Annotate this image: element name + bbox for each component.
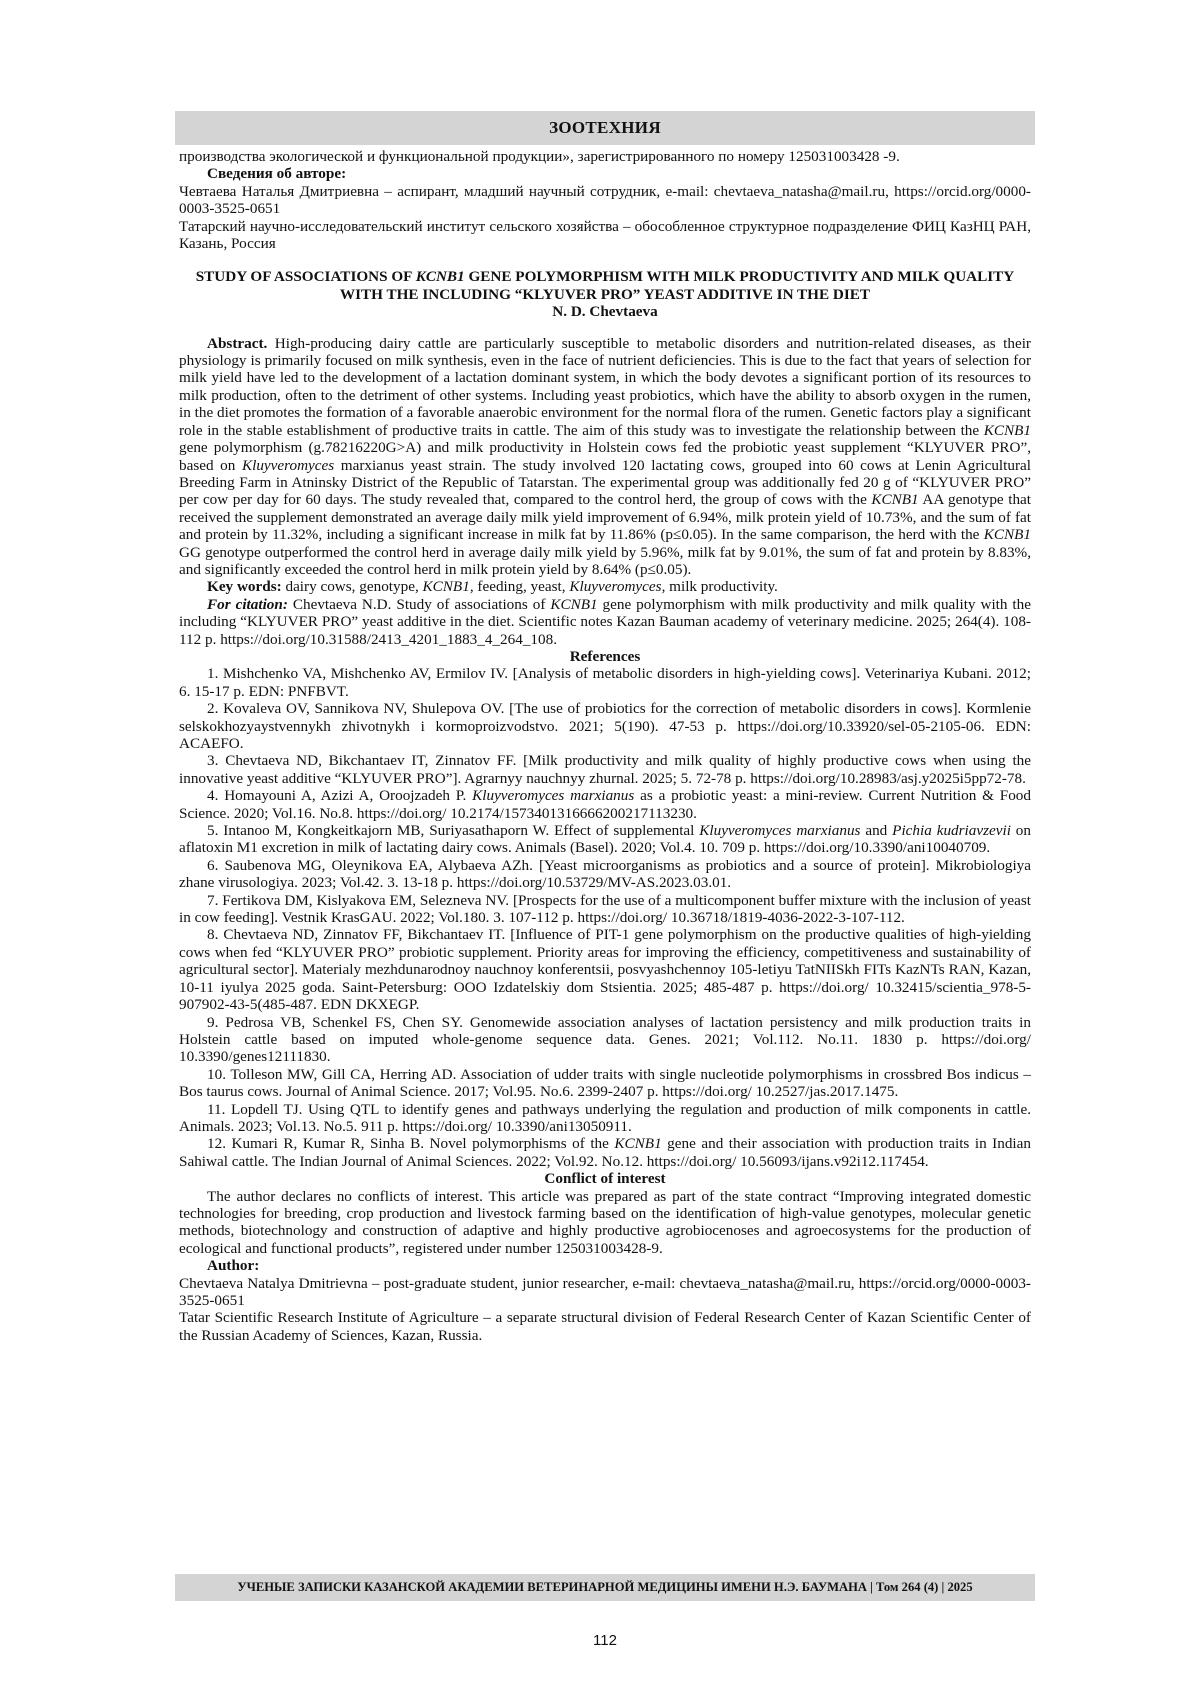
reference-8: 8. Chevtaeva ND, Zinnatov FF, Bikchantaev IT. [Influence of PIT-1 gene polymorphism on the productive qualities of high-yielding cows when fed “KLYUVER PRO” probiotic supplement. Priority areas for improving the efficiency, competitiveness and sustainability of agricultural sector]. Materialy mezhdunarodnoy nauchnoy konferentsii, posvyashchennoy 105-letiyu TatNIISkh FITs KazNTs RAN, Kazan, 10-11 iyulya 2025 goda. Saint-Petersburg: OOO Izdatelskiy dom Stsientia. 2025; 485-487 p. https://doi.org/ 10.32415/scientia_978-5-907902-43-5(485-487. EDN DKXEGP. [179, 926, 1031, 1014]
reference-5: 5. Intanoo M, Kongkeitkajorn MB, Suriyasathaporn W. Effect of supplemental Kluyveromyces marxianus and Pichia kudriavzevii on aflatoxin M1 excretion in milk of lactating dairy cows. Animals (Basel). 2020; Vol.4. 10. 709 p. https://doi.org/10.3390/ani10040709. [179, 822, 1031, 857]
author-info: Chevtaeva Natalya Dmitrievna – post-graduate student, junior researcher, e-mail: chevtaeva_natasha@mail.ru, https://orcid.org/0000-0003-3525-0651 [179, 1274, 1031, 1309]
journal-footer [175, 1574, 1035, 1601]
conflict-text: The author declares no conflicts of interest. This article was prepared as part of the state contract “Improving integrated domestic technologies for breeding, crop production and livestock farming based on the identification of high-value genotypes, molecular genetic methods, biotechnology and construction of adaptive and highly productive agrobiocenoses and agroecosystems for the production of ecological and functional products”, registered under number 125031003428-9. [179, 1187, 1031, 1257]
reference-3: 3. Chevtaeva ND, Bikchantaev IT, Zinnatov FF. [Milk productivity and milk quality of highly productive cows when using the innovative yeast additive “KLYUVER PRO”]. Agrarnyy nauchnyy zhurnal. 2025; 5. 72-78 p. https://doi.org/10.28983/asj.y2025i5pp72-78. [179, 752, 1031, 787]
ru-continuation: производства экологической и функциональной продукции», зарегистрированного по номеру 125031003428 -9. [179, 148, 900, 165]
ru-affiliation: Татарский научно-исследовательский институт сельского хозяйства – обособленное структурное подразделение ФИЦ КазНЦ РАН, Казань, Россия [179, 217, 1031, 253]
section-title: ЗООТЕХНИЯ [549, 118, 661, 137]
reference-7: 7. Fertikova DM, Kislyakova EM, Selezneva NV. [Prospects for the use of a multicomponent buffer mixture with the inclusion of yeast in cow feeding]. Vestnik KrasGAU. 2022; Vol.180. 3. 107-112 p. https://doi.org/ 10.36718/1819-4036-2022-3-107-112. [179, 891, 1031, 927]
journal-title: УЧЕНЫЕ ЗАПИСКИ КАЗАНСКОЙ АКАДЕМИИ ВЕТЕРИНАРНОЙ МЕДИЦИНЫ ИМЕНИ Н.Э. БАУМАНА | Том 264 (4) | 2025 [237, 1580, 973, 1594]
reference-2: 2. Kovaleva OV, Sannikova NV, Shulepova OV. [The use of probiotics for the correction of metabolic disorders in cows]. Kormlenie selskokhozyaystvennykh zhivotnykh i kormoproizvodstvo. 2021; 5(190). 47-53 p. https://doi.org/10.33920/sel-05-2105-06. EDN: ACAEFO. [179, 700, 1031, 752]
reference-9: 9. Pedrosa VB, Schenkel FS, Chen SY. Genomewide association analyses of lactation persistency and milk production traits in Holstein cattle based on imputed whole-genome sequence data. Genes. 2021; Vol.112. No.11. 1830 p. https://doi.org/ 10.3390/genes12111830. [179, 1013, 1031, 1066]
conflict-heading: Conflict of interest [544, 1170, 666, 1188]
citation: For citation: Chevtaeva N.D. Study of associations of KCNB1 gene polymorphism with milk productivity and milk quality with the including “KLYUVER PRO” yeast additive in the diet. Scientific notes Kazan Bauman academy of veterinary medicine. 2025; 264(4). 108-112 p. https://doi.org/10.31588/2413_4201_1883_4_264_108. [179, 595, 1031, 648]
references-heading: References [569, 647, 641, 665]
reference-6: 6. Saubenova MG, Oleynikova EA, Alybaeva AZh. [Yeast microorganisms as probiotics and a source of protein]. Mikrobiologiya zhane virusologiya. 2023; Vol.42. 3. 13-18 p. https://doi.org/10.53729/MV-AS.2023.03.01. [179, 856, 1031, 892]
ru-author-heading: Сведения об авторе: [207, 165, 347, 183]
keywords: Key words: dairy cows, genotype, KCNB1, feeding, yeast, Kluyveromyces, milk productivity. [207, 578, 778, 596]
article-title: STUDY OF ASSOCIATIONS OF KCNB1 GENE POLYMORPHISM WITH MILK PRODUCTIVITY AND MILK QUALITY WITH THE INCLUDING “KLYUVER PRO” YEAST ADDITIVE IN THE DIET [195, 268, 1015, 303]
reference-10: 10. Tolleson MW, Gill CA, Herring AD. Association of udder traits with single nucleotide polymorphisms in crossbred Bos indicus – Bos taurus cows. Journal of Animal Science. 2017; Vol.95. No.6. 2399-2407 p. https://doi.org/ 10.2527/jas.2017.1475. [179, 1065, 1031, 1101]
author-affiliation: Tatar Scientific Research Institute of Agriculture – a separate structural division of Federal Research Center of Kazan Scientific Center of the Russian Academy of Sciences, Kazan, Russia. [179, 1309, 1031, 1344]
article-author: N. D. Chevtaeva [552, 303, 658, 321]
reference-11: 11. Lopdell TJ. Using QTL to identify genes and pathways underlying the regulation and production of milk components in cattle. Animals. 2023; Vol.13. No.5. 911 p. https://doi.org/ 10.3390/ani13050911. [179, 1100, 1031, 1135]
section-header [175, 111, 1035, 145]
reference-12: 12. Kumari R, Kumar R, Sinha B. Novel polymorphisms of the KCNB1 gene and their association with production traits in Indian Sahiwal cattle. The Indian Journal of Animal Sciences. 2022; Vol.92. No.12. https://doi.org/ 10.56093/ijans.v92i12.117454. [179, 1135, 1031, 1170]
page-number: 112 [593, 1632, 617, 1649]
abstract: Abstract. High-producing dairy cattle are particularly susceptible to metabolic disorders and nutrition-related diseases, as their physiology is primarily focused on milk synthesis, even in the face of nutrient deficiencies. This is due to the fact that years of selection for milk yield have led to the development of a lactation dominant system, in which the body devotes a significant portion of its resources to milk production, often to the detriment of other systems. Including yeast probiotics, which have the ability to absorb oxygen in the rumen, in the diet promotes the formation of a favorable anaerobic environment for the normal flora of the rumen. Genetic factors play a significant role in the stable establishment of productive traits in cattle. The aim of this study was to investigate the relationship between the KCNB1 gene polymorphism (g.78216220G>A) and milk productivity in Holstein cows fed the probiotic yeast supplement “KLYUVER PRO”, based on Kluyveromyces marxianus yeast strain. The study involved 120 lactating cows, grouped into 60 cows at Lenin Agricultural Breeding Farm in Atninsky District of the Republic of Tatarstan. The experimental group was additionally fed 20 g of “KLYUVER PRO” per cow per day for 60 days. The study revealed that, compared to the control herd, the group of cows with the KCNB1 AA genotype that received the supplement demonstrated an average daily milk yield improvement of 6.94%, milk protein yield of 10.73%, and the sum of fat and protein by 11.32%, including a significant increase in milk fat by 11.86% (p≤0.05). In the same comparison, the herd with the KCNB1 GG genotype outperformed the control herd in average daily milk yield by 5.96%, milk fat by 9.01%, the sum of fat and protein by 8.83%, and significantly exceeded the control herd in milk protein yield by 8.64% (p≤0.05). [179, 334, 1031, 578]
ru-author-info: Чевтаева Наталья Дмитриевна – аспирант, младший научный сотрудник, e-mail: chevtaeva_natasha@mail.ru, https://orcid.org/0000-0003-3525-0651 [179, 182, 1031, 218]
page-content [179, 148, 1031, 1344]
reference-1: 1. Mishchenko VA, Mishchenko AV, Ermilov IV. [Analysis of metabolic disorders in high-yielding cows]. Veterinariya Kubani. 2012; 6. 15-17 p. EDN: PNFBVT. [179, 665, 1031, 700]
reference-4: 4. Homayouni A, Azizi A, Oroojzadeh P. Kluyveromyces marxianus as a probiotic yeast: a mini-review. Current Nutrition & Food Science. 2020; Vol.16. No.8. https://doi.org/ 10.2174/1573401316666200217113230. [179, 787, 1031, 822]
author-heading: Author: [207, 1257, 260, 1275]
